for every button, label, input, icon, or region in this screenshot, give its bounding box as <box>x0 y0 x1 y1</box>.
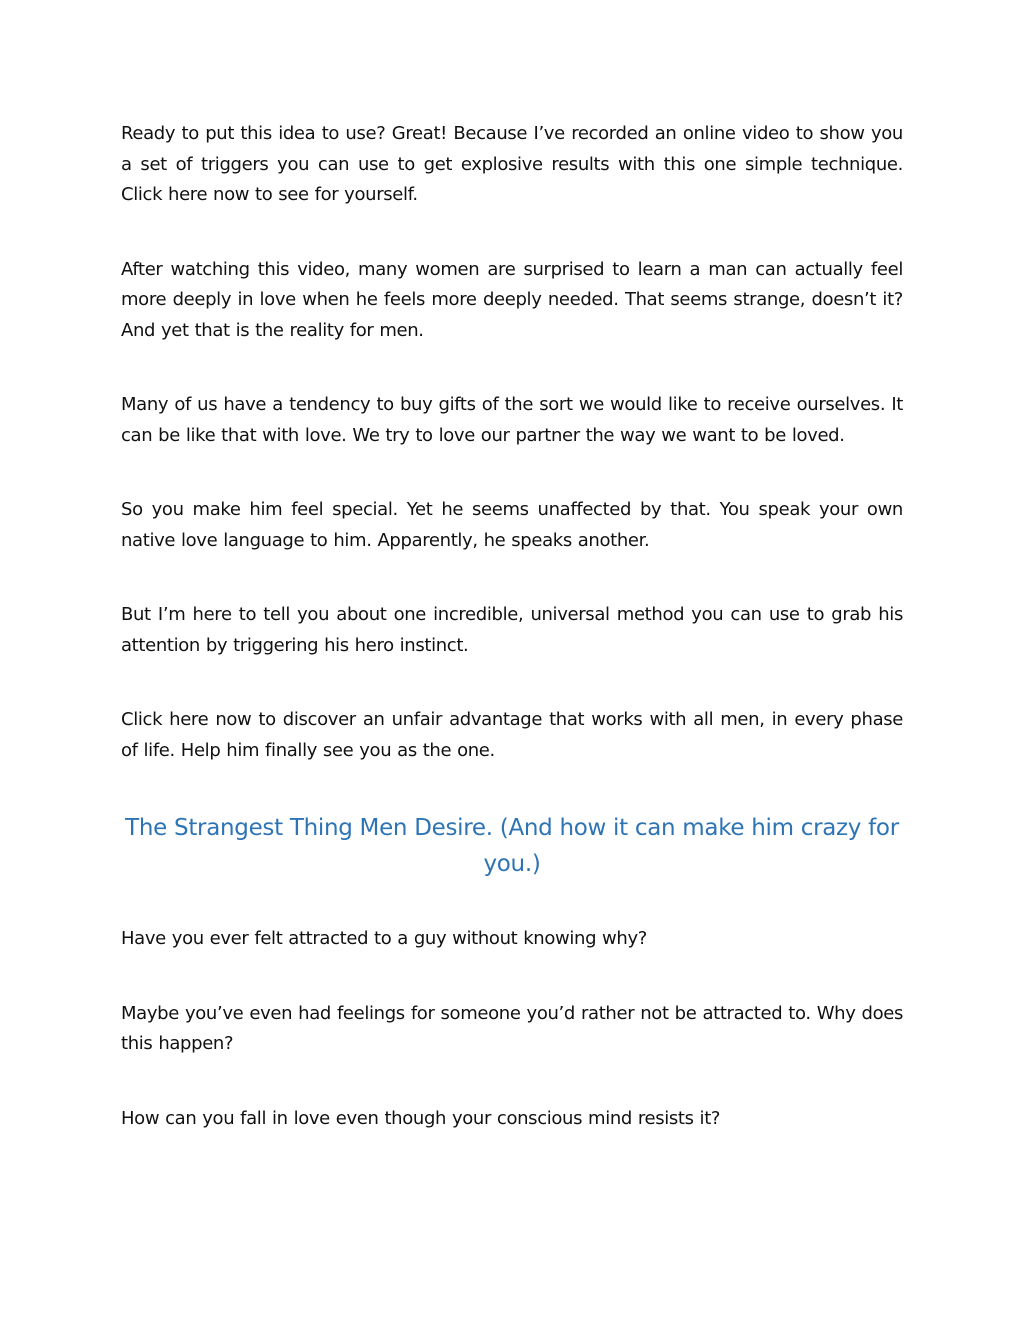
paragraph-attracted: Have you ever felt attracted to a guy without knowing why? <box>121 928 647 949</box>
paragraph-hero-instinct: But I’m here to tell you about one incredible, universal method you can use to grab his attention by triggering his hero instinct. <box>121 604 903 656</box>
paragraph-buy-gifts: Many of us have a tendency to buy gifts of the sort we would like to receive ourselves. It can be like that with love. We try to love our partner the way we want to be loved. <box>121 394 903 446</box>
document-page <box>121 119 903 1178</box>
paragraph-feelings: Maybe you’ve even had feelings for someone you’d rather not be attracted to. Why does this happen? <box>121 1002 903 1054</box>
paragraph-make-him-feel-special: So you make him feel special. Yet he seems unaffected by that. You speak your own native love language to him. Apparently, he speaks another. <box>121 499 903 551</box>
section-heading: The Strangest Thing Men Desire. (And how it can make him crazy for you.) <box>125 815 899 877</box>
paragraph-ready-to-use: Ready to put this idea to use? Great! Because I’ve recorded an online video to show you a set of triggers you can use to get explosive results with this one simple technique. Click here now to see for yourself. <box>121 123 903 205</box>
paragraph-click-here: Click here now to discover an unfair advantage that works with all men, in every phase of life. Help him finally see you as the one. <box>121 709 903 761</box>
paragraph-after-watching: After watching this video, many women are surprised to learn a man can actually feel more deeply in love when he feels more deeply needed. That seems strange, doesn’t it? And yet that is the reality for men. <box>121 258 903 341</box>
paragraph-conscious-mind: How can you fall in love even though your conscious mind resists it? <box>121 1107 721 1129</box>
